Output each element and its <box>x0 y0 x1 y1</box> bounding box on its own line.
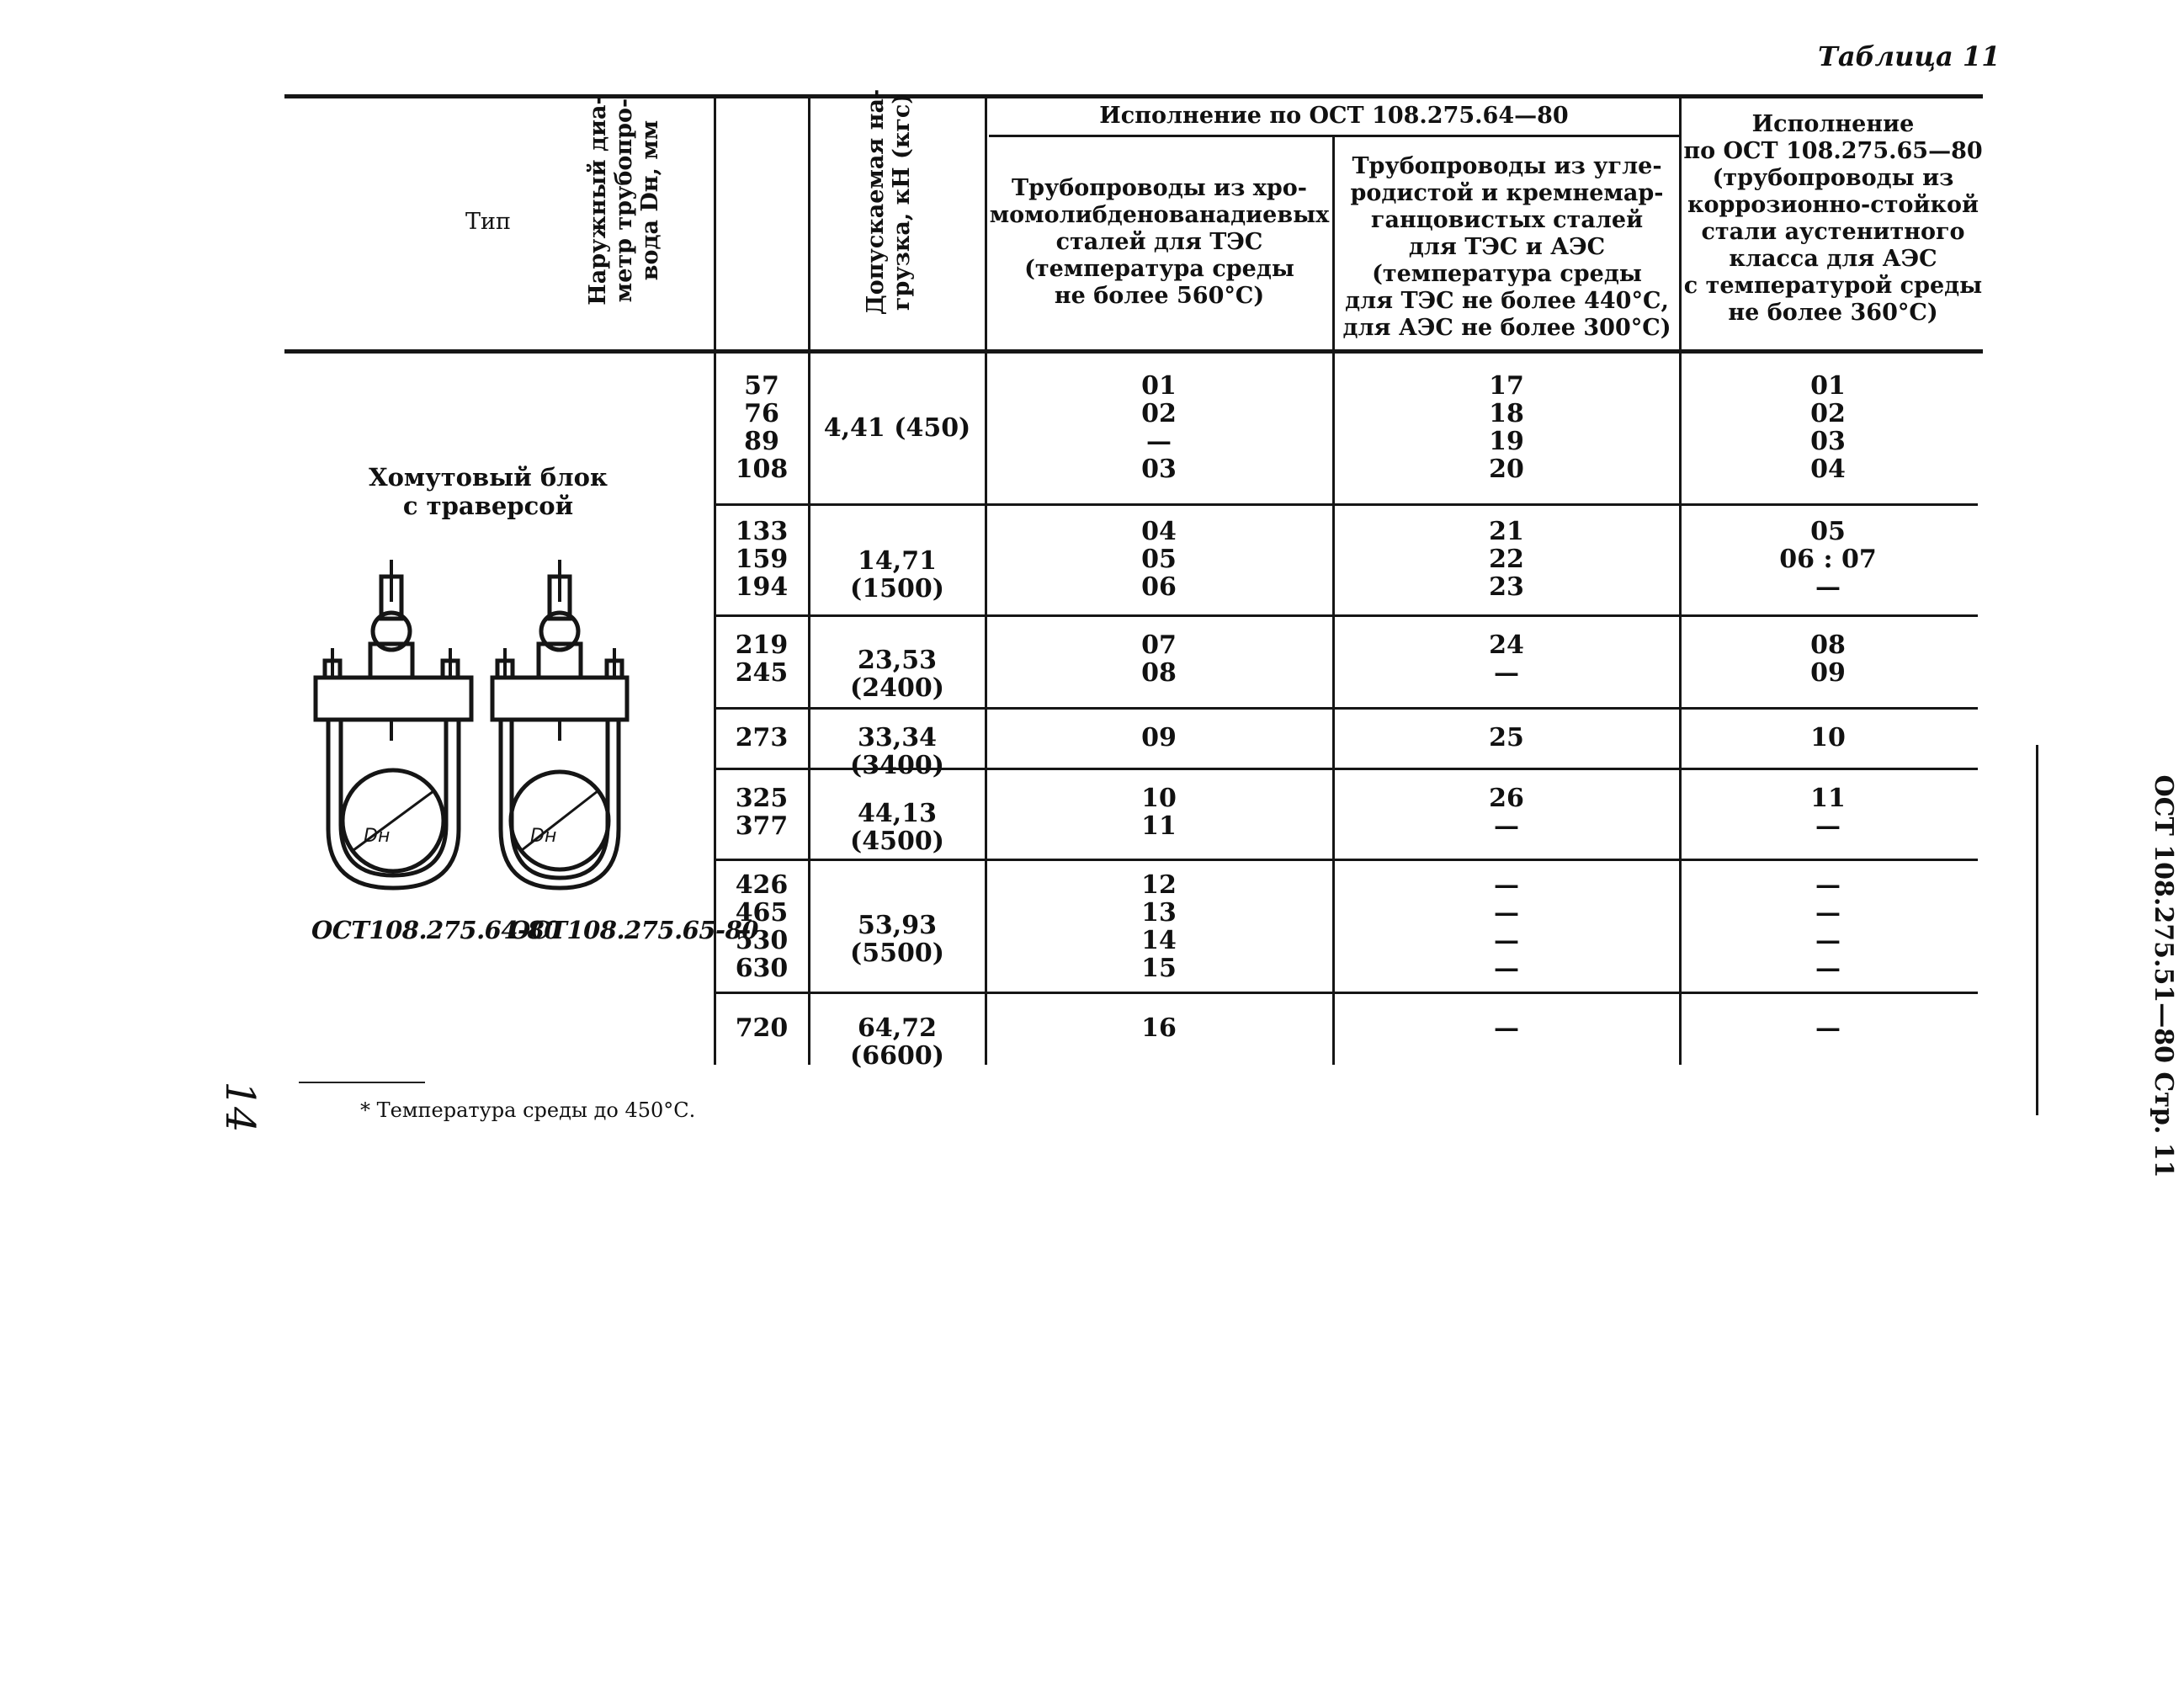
row-1-load: 4,41 (450) <box>823 413 971 443</box>
row-5-load: 44,13 (4500) <box>850 799 944 856</box>
row-2-carbon: 21 22 23 <box>1489 517 1524 602</box>
row-3-carbon: 24 — <box>1489 630 1524 688</box>
row-1-carbon: 17 18 19 20 <box>1489 371 1524 484</box>
drawing-label-right: Dн <box>530 826 557 847</box>
row-separator-2 <box>715 614 1978 617</box>
row-6-carbon: — — — — <box>1494 870 1519 983</box>
row-7-chrome: 16 <box>1141 1013 1177 1043</box>
row-5-carbon: 26 — <box>1489 784 1524 841</box>
row-4-diameters: 273 <box>735 723 789 752</box>
table-label: Таблица 11 <box>1818 40 2001 72</box>
drawing-label-left: Dн <box>364 826 391 847</box>
header-group-64: Исполнение по ОСТ 108.275.64—80 <box>1099 103 1569 129</box>
row-7-load: 64,72 (6600) <box>850 1013 944 1071</box>
row-2-chrome: 04 05 06 <box>1141 517 1177 602</box>
header-load: Допускаемая на- грузка, кН (кгс) <box>863 88 915 316</box>
row-5-austenitic: 11 — <box>1810 784 1846 841</box>
row-1-chrome: 01 02 — 03 <box>1141 371 1177 484</box>
caption-ost-64: ОСТ108.275.64-80 <box>311 916 561 944</box>
row-3-load: 23,53 (2400) <box>850 646 944 703</box>
row-2-load: 14,71 (1500) <box>850 546 944 604</box>
row-separator-5 <box>715 859 1978 861</box>
row-separator-1 <box>715 503 1978 506</box>
header-diameter: Наружный диа- метр трубопро- вода Dн, мм <box>585 95 663 306</box>
row-3-chrome: 07 08 <box>1141 630 1177 688</box>
header-col-carbon: Трубопроводы из угле- родистой и кремнемар- ганцовистых сталей для ТЭС и АЭС (температура среды для ТЭС не более 440°С, для АЭС не более 300°С) <box>1342 153 1671 341</box>
row-2-diameters: 133 159 194 <box>735 517 789 602</box>
row-3-austenitic: 08 09 <box>1810 630 1846 688</box>
row-5-diameters: 325 377 <box>735 784 789 841</box>
table-top-rule <box>284 94 1983 98</box>
row-6-load: 53,93 (5500) <box>850 911 944 968</box>
caption-ost-65: ОСТ108.275.65-80 <box>509 916 758 944</box>
row-6-austenitic: — — — — <box>1815 870 1841 983</box>
header-type: Тип <box>465 209 511 235</box>
row-separator-3 <box>715 707 1978 710</box>
side-reference-bar <box>2036 745 2038 1115</box>
type-title: Хомутовый блок с траверсой <box>369 463 608 520</box>
row-7-carbon: — <box>1494 1013 1519 1043</box>
row-7-diameters: 720 <box>735 1013 789 1043</box>
footnote-rule <box>299 1082 425 1083</box>
row-2-austenitic: 05 06 : 07 — <box>1779 517 1877 602</box>
page-number: 14 <box>216 1081 263 1133</box>
row-4-chrome: 09 <box>1141 723 1177 752</box>
clamp-block-drawing <box>295 551 699 905</box>
footnote: * Температура среды до 450°С. <box>360 1098 696 1122</box>
row-4-carbon: 25 <box>1489 723 1524 752</box>
side-reference: ОСТ 108.275.51—80 Стр. 11 <box>2149 774 2178 1178</box>
row-separator-6 <box>715 992 1978 994</box>
row-7-austenitic: — <box>1815 1013 1841 1043</box>
header-col-65: Исполнение по ОСТ 108.275.65—80 (трубопроводы из коррозионно-стойкой стали аустенитного класса для АЭС с температурой среды не более 360°С) <box>1683 111 1983 326</box>
row-1-austenitic: 01 02 03 04 <box>1810 371 1846 484</box>
row-5-chrome: 10 11 <box>1141 784 1177 841</box>
row-3-diameters: 219 245 <box>735 630 789 688</box>
row-6-diameters: 426 465 530 630 <box>735 870 789 983</box>
row-1-diameters: 57 76 89 108 <box>735 371 789 484</box>
row-4-austenitic: 10 <box>1810 723 1846 752</box>
row-4-load: 33,34 (3400) <box>850 723 944 780</box>
row-6-chrome: 12 13 14 15 <box>1141 870 1177 983</box>
header-col-chrome: Трубопроводы из хро- момолибденованадиевых сталей для ТЭС (температура среды не более 560°С) <box>989 175 1330 309</box>
header-bottom-rule <box>284 349 1983 354</box>
